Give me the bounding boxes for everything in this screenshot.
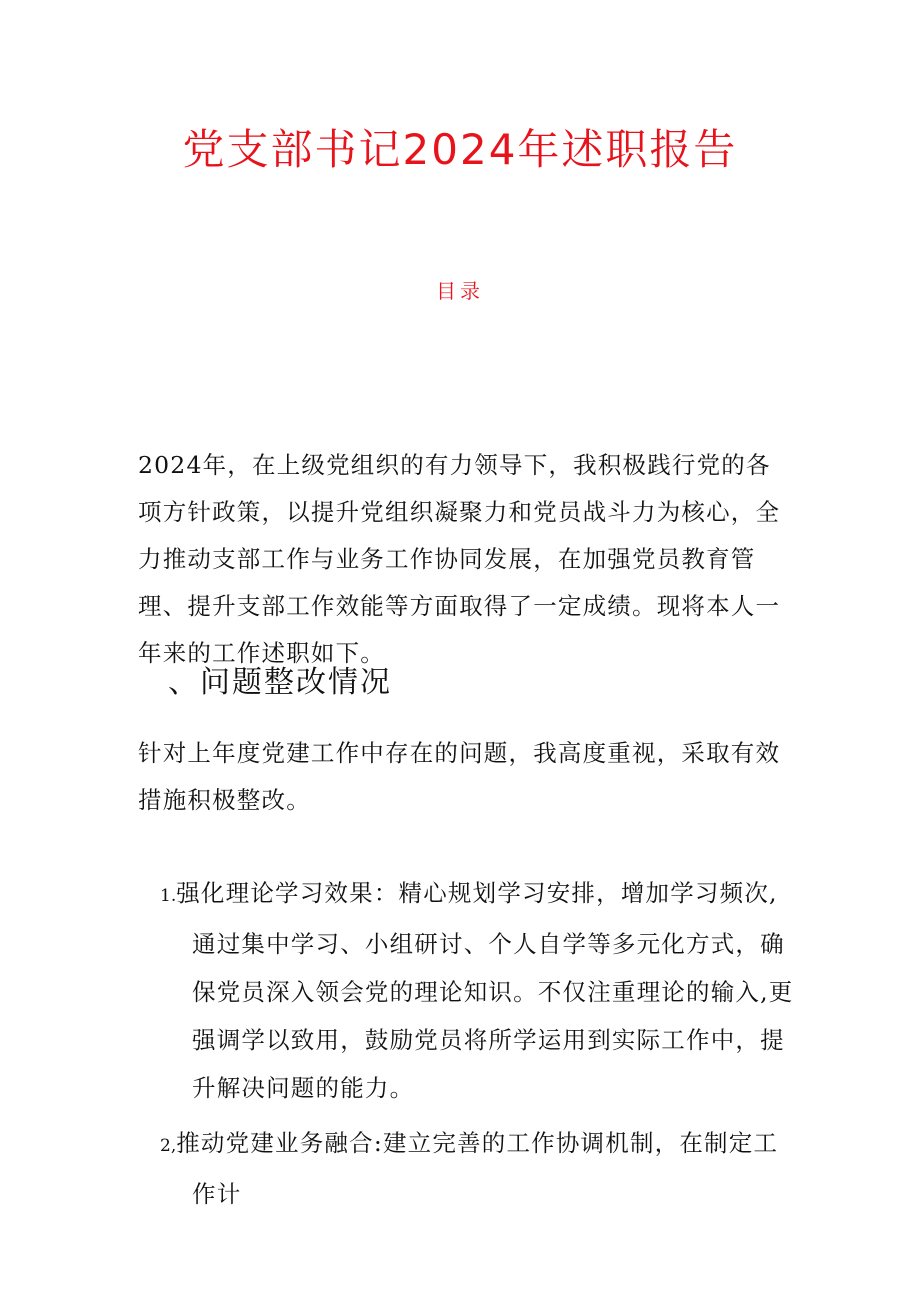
document-title: 党支部书记2024年述职报告 xyxy=(182,125,738,174)
list-item-number: 1. xyxy=(160,886,177,906)
list-item xyxy=(160,1119,794,1218)
list-item xyxy=(160,869,794,1112)
section-intro-paragraph: 针对上年度党建工作中存在的问题，我高度重视，采取有效措施积极整改。 xyxy=(138,739,781,814)
list-item-text: 推动党建业务融合:建立完善的工作协调机制，在制定工作计 xyxy=(176,1129,779,1208)
list-item-text: 强化理论学习效果：精心规划学习安排，增加学习频次,通过集中学习、小组研讨、个人自学等多元化方式，确保党员深入领会党的理论知识。不仅注重理论的输入,更强调学以致用，鼓励党员将所学运用到实际工作中，提升解决问题的能力。 xyxy=(176,879,794,1102)
list-item-number: 2, xyxy=(160,1136,177,1156)
intro-paragraph: 2024年，在上级党组织的有力领导下，我积极践行党的各项方针政策，以提升党组织凝聚力和党员战斗力为核心，全力推动支部工作与业务工作协同发展，在加强党员教育管理、提升支部工作效能等方面取得了一定成绩。现将本人一年来的工作述职如下。 xyxy=(138,451,781,667)
section-heading: 、问题整改情况 xyxy=(168,665,392,700)
toc-label: 目录 xyxy=(436,279,484,303)
